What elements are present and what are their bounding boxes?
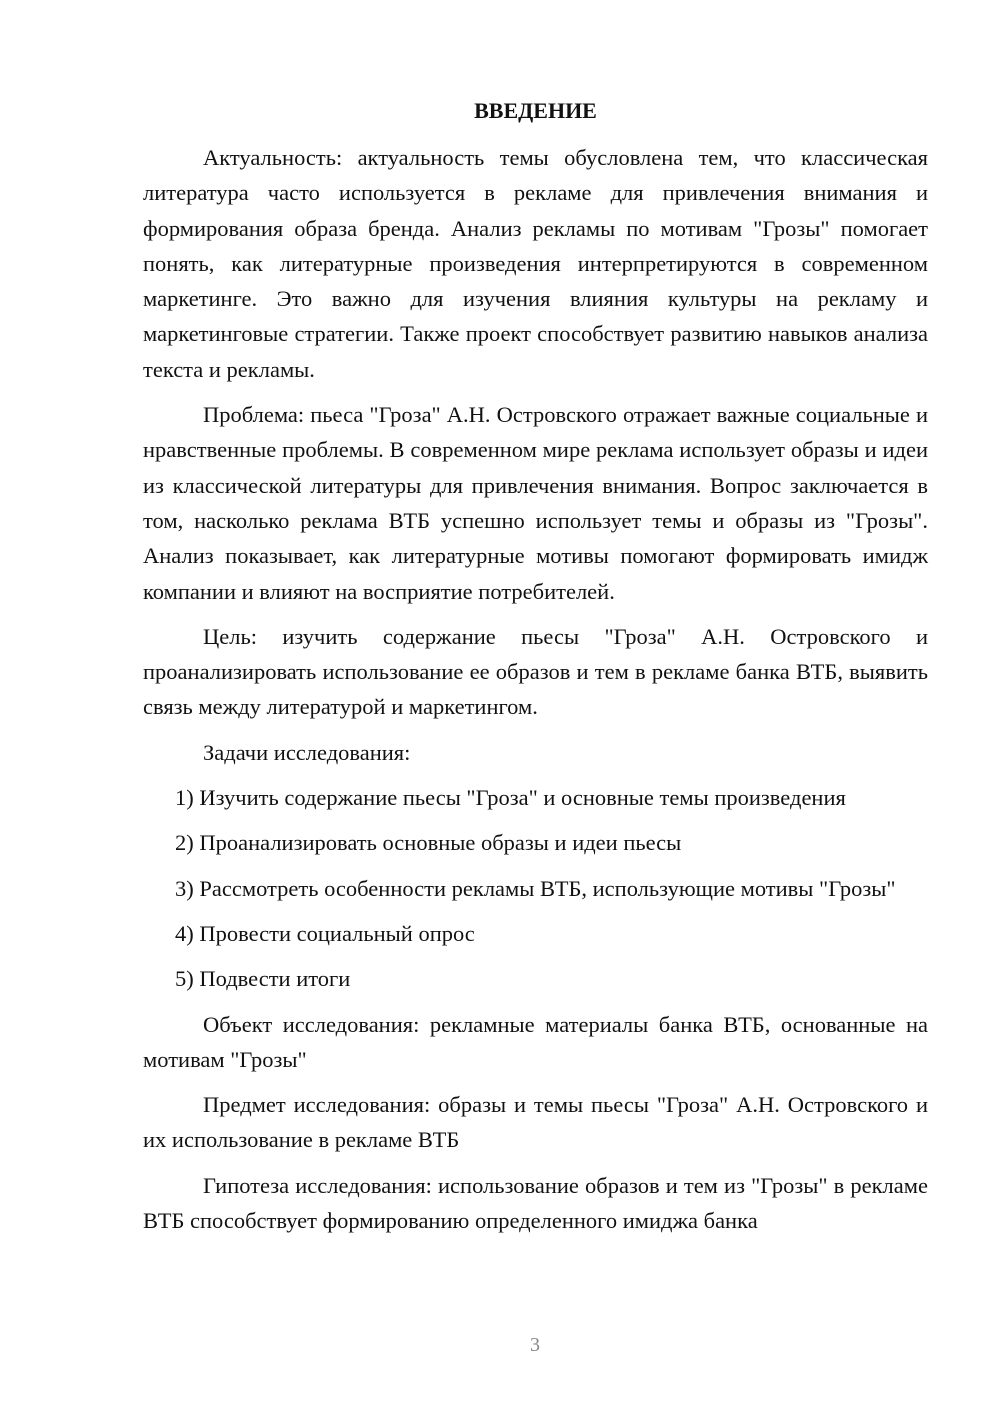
paragraph-goal: Цель: изучить содержание пьесы "Гроза" А.Н. Островского и проанализировать использование ее образов и тем в рекламе банка ВТБ, выявить связь между литературой и маркетингом. bbox=[143, 623, 928, 720]
task-item-3: 3) Рассмотреть особенности рекламы ВТБ, использующие мотивы "Грозы" bbox=[175, 875, 896, 901]
tasks-heading: Задачи исследования: bbox=[203, 739, 411, 765]
page-content bbox=[143, 96, 928, 1248]
task-item-5: 5) Подвести итоги bbox=[175, 966, 351, 992]
paragraph-relevance: Актуальность: актуальность темы обусловлена тем, что классическая литература часто используется в рекламе для привлечения внимания и формирования образа бренда. Анализ рекламы по мотивам "Грозы" помогает понять, как литературные произведения интерпретируются в современном маркетинге. Это важно для изучения влияния культуры на рекламу и маркетинговые стратегии. Также проект способствует развитию навыков анализа текста и рекламы. bbox=[143, 145, 928, 382]
paragraph-hypothesis: Гипотеза исследования: использование образов и тем из "Грозы" в рекламе ВТБ способствует формированию определенного имиджа банка bbox=[143, 1172, 928, 1234]
paragraph-object: Объект исследования: рекламные материалы банка ВТБ, основанные на мотивам "Грозы" bbox=[143, 1011, 928, 1072]
section-heading: ВВЕДЕНИЕ bbox=[474, 98, 597, 123]
task-item-1: 1) Изучить содержание пьесы "Гроза" и основные темы произведения bbox=[175, 785, 846, 811]
paragraph-problem: Проблема: пьеса "Гроза" А.Н. Островского отражает важные социальные и нравственные проблемы. В современном мире реклама использует образы и идеи из классической литературы для привлечения внимания. Вопрос заключается в том, насколько реклама ВТБ успешно использует темы и образы из "Грозы". Анализ показывает, как литературные мотивы помогают формировать имидж компании и влияют на восприятие потребителей. bbox=[143, 402, 928, 604]
paragraph-subject: Предмет исследования: образы и темы пьесы "Гроза" А.Н. Островского и их использование в рекламе ВТБ bbox=[143, 1092, 928, 1153]
page-number: 3 bbox=[530, 1334, 540, 1356]
task-item-2: 2) Проанализировать основные образы и идеи пьесы bbox=[175, 830, 682, 856]
task-item-4: 4) Провести социальный опрос bbox=[175, 920, 475, 946]
